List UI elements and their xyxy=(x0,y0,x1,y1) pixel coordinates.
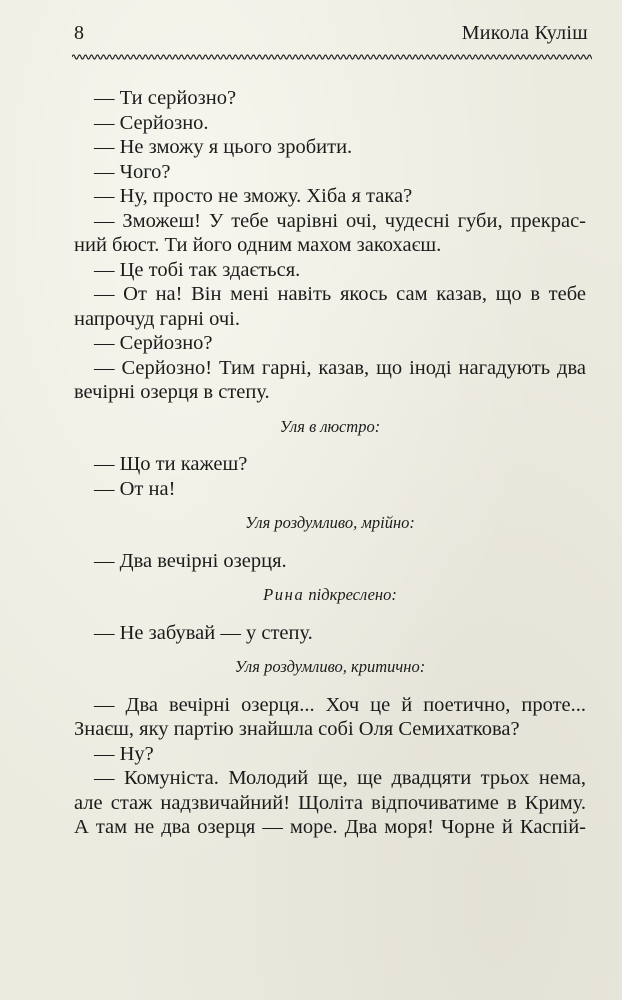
stage-direction-text: в люстро: xyxy=(309,416,381,436)
dialogue-line: — Комуніста. Молодий ще, ще двадцяти трьох нема, xyxy=(94,767,586,789)
stage-direction xyxy=(74,583,586,608)
stage-character-name: Рина xyxy=(263,585,305,604)
stage-direction xyxy=(74,511,586,536)
dialogue-line: — Ну? xyxy=(94,742,154,765)
dialogue-line: А там не два озерця — море. Два моря! Чорне й Каспій- xyxy=(74,816,586,838)
stage-direction-text: роздумливо, критично: xyxy=(264,657,426,676)
dialogue-line: — Серйозно? xyxy=(94,332,213,354)
dialogue-line: — Два вечірні озерця. xyxy=(94,549,287,572)
body-text xyxy=(74,86,586,840)
page-number: 8 xyxy=(74,22,84,44)
dialogue-line: — От на! xyxy=(94,477,176,500)
dialogue-line: — От на! Він мені навіть якось сам казав, що в тебе xyxy=(94,283,586,305)
dialogue-line: напрочуд гарні очі. xyxy=(74,307,240,330)
page-header xyxy=(74,22,588,52)
wavy-rule-divider xyxy=(72,50,592,64)
running-head-author: Микола Куліш xyxy=(461,22,588,44)
stage-character-name: Уля xyxy=(234,657,260,676)
dialogue-line: — Що ти кажеш? xyxy=(94,453,248,475)
dialogue-line: — Ну, просто не зможу. Хіба я така? xyxy=(94,185,413,207)
dialogue-line: — Зможеш! У тебе чарівні очі, чудесні губи, прекрас- xyxy=(94,209,586,232)
dialogue-line: — Не забувай — у степу. xyxy=(94,621,313,644)
stage-direction-text: роздумливо, мрійно: xyxy=(274,513,415,532)
dialogue-line: Знаєш, яку партію знайшла собі Оля Семихаткова? xyxy=(74,718,520,740)
stage-direction-text: підкреслено: xyxy=(308,585,397,604)
dialogue-line: — Два вечірні озерця... Хоч це й поетично, проте... xyxy=(94,693,586,716)
stage-direction xyxy=(74,415,586,440)
dialogue-line: — Це тобі так здається. xyxy=(94,258,301,281)
dialogue-line: — Серйозно! Тим гарні, казав, що іноді нагадують два xyxy=(94,356,586,379)
dialogue-line: — Ти серйозно? xyxy=(94,87,237,109)
dialogue-line: — Серйозно. xyxy=(94,111,209,134)
dialogue-line: — Не зможу я цього зробити. xyxy=(94,136,353,158)
stage-character-name: Уля xyxy=(245,513,271,532)
stage-direction xyxy=(74,655,586,680)
dialogue-line: але стаж надзвичайний! Щоліта відпочиватиме в Криму. xyxy=(74,791,586,814)
stage-character-name: Уля xyxy=(279,416,305,436)
dialogue-line: ний бюст. Ти його одним махом закохаєш. xyxy=(74,234,442,256)
dialogue-line: вечірні озерця в степу. xyxy=(74,381,270,403)
dialogue-line: — Чого? xyxy=(94,160,171,183)
